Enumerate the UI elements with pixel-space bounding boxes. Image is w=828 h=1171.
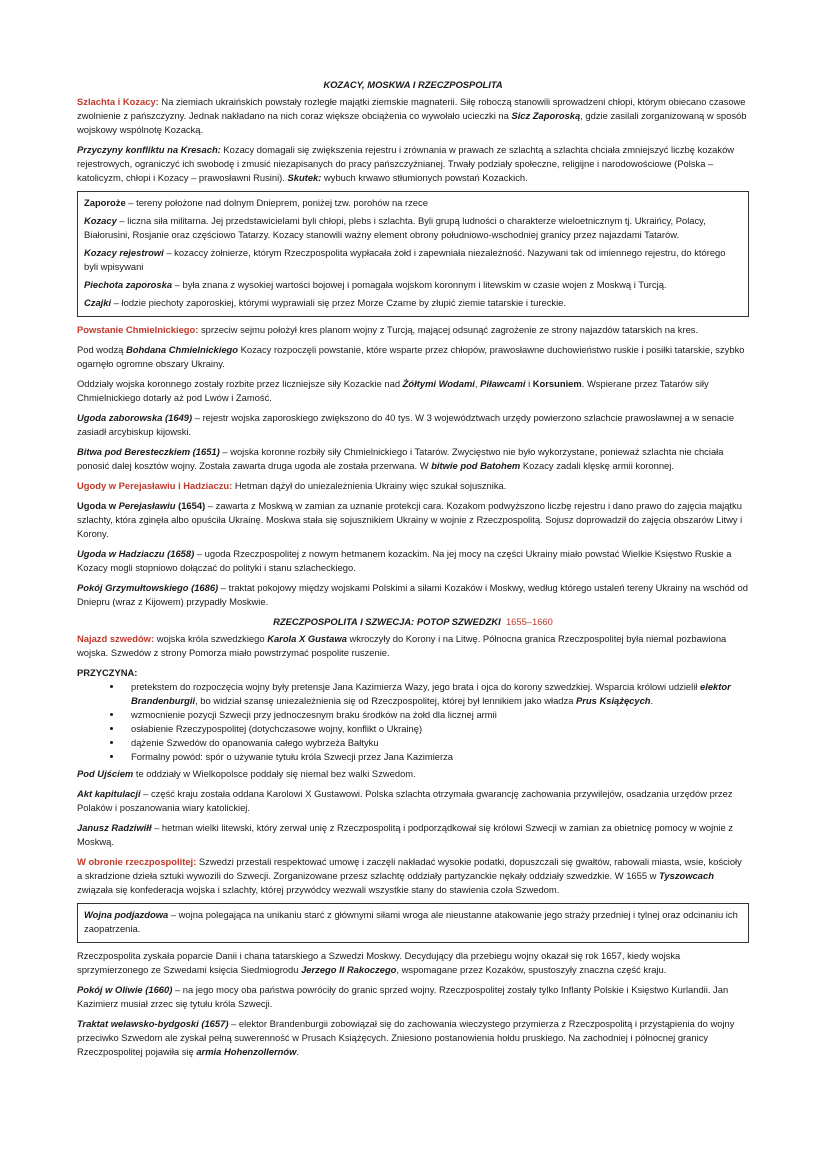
emphasis: Jerzego II Rakoczego	[301, 964, 397, 975]
text: wybuch krwawo stłumionych powstań Kozackich.	[321, 172, 528, 183]
definition-text: – była znana z wysokiej wartości bojowej i pomagała wojskom koronnym i litewskim w czasie wojen z Moskwą i Turcją.	[172, 279, 667, 290]
text: związała się konfederacja wojska i szlachty, której przywódcy wezwali wszystkie stany do stawienia czoła Szwedom.	[77, 884, 560, 895]
section-heading: Najazd szwedów:	[77, 633, 155, 644]
emphasis: Ugoda zaborowska (1649)	[77, 412, 193, 423]
emphasis: Pokój Grzymułtowskiego (1686)	[77, 582, 219, 593]
text: wojska króla szwedzkiego	[154, 633, 268, 644]
paragraph-ugody	[77, 479, 749, 493]
text: – traktat pokojowy między wojskami Polskimi a siłami Kozaków i Moskwy, według którego ustaleń tereny Ukrainy na wschód od Dniepru (wraz z Kijowem) przypadły Moskwie.	[77, 582, 748, 607]
text: pretekstem do rozpoczęcia wojny były pretensje Jana Kazimierza Wazy, jego brata i ojca do korony szwedzkiej. Wsparcia królowi udzielił	[131, 681, 700, 692]
definition-term: Piechota zaporoska	[84, 279, 173, 290]
text: – na jego mocy oba państwa powróciły do granic sprzed wojny. Rzeczpospolitej zostały tylko Inflanty Polskie i Księstwo Kurlandii. Jan Kazimierz musiał zrzec się tytułu króla Szwecji.	[77, 984, 729, 1009]
paragraph-perejaslaw	[77, 499, 749, 541]
definition-term: Kozacy	[84, 215, 117, 226]
emphasis: Pokój w Oliwie (1660)	[77, 984, 173, 995]
paragraph-beresteczko	[77, 445, 749, 473]
paragraph-welawsko-bydgoski	[77, 1017, 749, 1059]
definition-box-wojna-podjazdowa	[77, 903, 749, 943]
definition-term: Wojna podjazdowa	[84, 909, 169, 920]
emphasis: Traktat welawsko-bydgoski (1657)	[77, 1018, 229, 1029]
section-heading: Szlachta i Kozacy:	[77, 96, 159, 107]
paragraph-najazd	[77, 632, 749, 660]
emphasis: Janusz Radziwiłł	[77, 822, 152, 833]
definition-item	[84, 196, 740, 210]
paragraph-radziwill	[77, 821, 749, 849]
text: .	[650, 695, 654, 706]
list-item	[123, 680, 749, 708]
text: Szwedzi przestali respektować umowę i zaczęli nakładać wysokie podatki, dopuszczali się gwałtów, rabowali miasta, wsie, kościoły a skradzione dzieła sztuki wywozili do Szwecji. Zorganizowane przesz szlachtę oddziały partyzanckie nękały oddziały szwedzkie. W 1655 w	[77, 856, 742, 881]
paragraph-powstanie	[77, 323, 749, 337]
text: – rejestr wojska zaporoskiego zwiększono do 40 tys. W 3 województwach urzędy powierzono szlachcie prawosławnej a w senacie zasiadł arcybiskup kijowski.	[77, 412, 735, 437]
text: – hetman wielki litewski, który zerwał unię z Rzeczpospolitą i podporządkował się królowi Szwecji w zamian za obietnicę pomocy w wojnie z Moskwą.	[77, 822, 733, 847]
text: te oddziały w Wielkopolsce poddały się niemal bez walki Szwedom.	[133, 768, 416, 779]
emphasis: Ugoda w	[77, 500, 119, 511]
text: – elektor Brandenburgii zobowiązał się do zachowania wieczystego przymierza z Rzeczpospolitą i przystąpienia do wojny przeciwko Szwedom ale zyskał pełną suwerenność w Prusach Książęcych. Zniesiono postanowienia hołdu pruskiego. Na zachodniej i północnej granicy Rzeczpospolitej pojawiła się	[77, 1018, 735, 1057]
text: i	[525, 378, 533, 389]
list-item: • Formalny powód: spór o używanie tytułu króla Szwecji przez Jana Kazimierza	[123, 750, 749, 764]
paragraph-chmielnicki	[77, 343, 749, 371]
text: Kozacy domagali się zwiększenia rejestru i zrównania w prawach ze szlachtą a szlachta chciała zmniejszyć liczbę kozaków rejestrowych, ograniczyć ich swobodę i zmusić niezapisanych do pracy pańszczyźnianej. Trwały podziały społeczne, religijne i narodowościowe (Polska – katolicyzm, chłopi i Kozacy – prawosławni Rusini).	[77, 144, 735, 183]
emphasis: armia Hohenzollernów	[196, 1046, 297, 1057]
emphasis: Żółtymi Wodami	[402, 378, 475, 389]
text: .	[296, 1046, 299, 1057]
emphasis: Skutek:	[287, 172, 322, 183]
list-item: • osłabienie Rzeczypospolitej (dotychczasowe wojny, konflikt o Ukrainę)	[123, 722, 749, 736]
emphasis: Akt kapitulacji	[77, 788, 141, 799]
paragraph-ujscie	[77, 767, 749, 781]
emphasis: elektor Brandenburgii	[131, 681, 731, 706]
definitions-box	[77, 191, 749, 317]
text: , bo widział szansę uniezależnienia się od Rzeczpospolitej, której był lennikiem jako władza	[195, 695, 577, 706]
emphasis: bitwie pod Batohem	[431, 460, 521, 471]
definition-text: – tereny położone nad dolnym Dnieprem, poniżej tzw. porohów na rzece	[125, 197, 428, 208]
text: , gdzie zasilali zorganizowaną w sposób wojskowy wspólnotę Kozacką.	[77, 110, 747, 135]
definition-text: – kozaccy żołnierze, którym Rzeczpospolita wypłacała żołd i zapewniała niezależność. Nazywani tak od imiennego rejestru, do którego byli wpisywani	[84, 247, 726, 272]
text: Kozacy zadali klęskę armii koronnej.	[520, 460, 674, 471]
section-heading: W obronie rzeczpospolitej:	[77, 856, 197, 867]
document-title: KOZACY, MOSKWA I RZECZPOSPOLITA	[323, 79, 503, 90]
definition-text: – liczna siła militarna. Jej przedstawicielami byli chłopi, plebs i szlachta. Byli grupą ludności o charakterze wieloetnicznym tj. Ukraińcy, Polacy, Białorusini, Rosjanie oraz częściowo Tatarzy. Kozacy stanowili ważny element obrony południowo-wschodniej granicy przez najazdami Tatarów.	[84, 215, 706, 240]
emphasis: Perejasławiu	[118, 500, 176, 511]
definition-text: – łodzie piechoty zaporoskiej, którymi wyprawiali się przez Morze Czarne by złupić ziemie tatarskie i tureckie.	[111, 297, 566, 308]
paragraph-ugoda-zaborowska	[77, 411, 749, 439]
emphasis: Bitwa pod Beresteczkiem (1651)	[77, 446, 220, 457]
text: – ugoda Rzeczpospolitej z nowym hetmanem kozackim. Na jej mocy na części Ukrainy miało powstać Wielkie Księstwo Ruskie a Kozacy mogli stopniowo dołączać do polityki i stanu szlacheckiego.	[77, 548, 732, 573]
subheading: Przyczyny konfliktu na Kresach:	[77, 144, 221, 155]
paragraph-hadziacz	[77, 547, 749, 575]
text: – część kraju została oddana Karolowi X Gustawowi. Polska szlachta otrzymała gwarancję zachowania przywilejów, osadzania urzędów przez Polaków i poszanowania wiary katolickiej.	[77, 788, 733, 813]
section-heading: Ugody w Perejasławiu i Hadziaczu:	[77, 480, 233, 491]
emphasis: Karola X Gustawa	[267, 633, 347, 644]
text: sprzeciw sejmu położył kres planom wojny z Turcją, mającej odsunąć zagrożenie ze strony najazdów tatarskich na kres.	[198, 324, 699, 335]
section-title-potop	[77, 615, 749, 629]
paragraph-w-obronie	[77, 855, 749, 897]
text: – wojska koronne rozbiły siły Chmielnickiego i Tatarów. Zwycięstwo nie było wykorzystane, ponieważ szlachta nie chciała ponosić dalej kosztów wojny. Została zawarta druga ugoda ale została przerwana. W	[77, 446, 724, 471]
section-title-text: RZECZPOSPOLITA I SZWECJA: POTOP SZWEDZKI	[273, 616, 501, 627]
paragraph-akt-kapitulacji	[77, 787, 749, 815]
list-item: • dążenie Szwedów do opanowania całego wybrzeża Bałtyku	[123, 736, 749, 750]
text: Pod wodzą	[77, 344, 126, 355]
definition-term: Czajki	[84, 297, 112, 308]
emphasis: Pod Ujściem	[77, 768, 134, 779]
text: ,	[474, 378, 481, 389]
text: – zawarta z Moskwą w zamian za uznanie protekcji cara. Kozakom podwyższono liczbę rejestru i dano prawo do zajęcia majątku szlachty, która zginęła albo opuściła Ukrainę. Moskwa stała się sojusznikiem Ukrainy w wojnie z Rzeczpospolitą. Sojusz doprowadził do zajęcia obszarów Litwy i Korony.	[77, 500, 743, 539]
definition-item	[84, 908, 740, 936]
emphasis: Bohdana Chmielnickiego	[126, 344, 238, 355]
definition-item	[84, 246, 740, 274]
text: Na ziemiach ukraińskich powstały rozległe majątki ziemskie magnaterii. Siłę roboczą stanowili sprowadzeni chłopi, którym obiecano czasowe zwolnienie z pańszczyzny. Jednak nakładano na nich coraz większe obciążenia co wywołało ucieczki na	[77, 96, 746, 121]
paragraph-bitwy	[77, 377, 749, 405]
list-item: • wzmocnienie pozycji Szwecji przy jednoczesnym braku środków na żołd dla licznej armii	[123, 708, 749, 722]
paragraph-poparcie	[77, 949, 749, 977]
text: , wspomagane przez Kozaków, spustoszyły znaczna część kraju.	[396, 964, 667, 975]
paragraph-szlachta-kozacy	[77, 95, 749, 137]
definition-text: – wojna polegająca na unikaniu starć z głównymi siłami wroga ale nieustanne atakowanie jego straży przedniej i tylnej oraz odcinaniu ich zaopatrzenia.	[84, 909, 738, 934]
definition-term: Kozacy rejestrowi	[84, 247, 164, 258]
definition-item	[84, 278, 740, 292]
emphasis: Sicz Zaporoską	[511, 110, 581, 121]
paragraph-oliwa	[77, 983, 749, 1011]
paragraph-przyczyny-konfliktu	[77, 143, 749, 185]
emphasis: (1654)	[175, 500, 206, 511]
emphasis: Korsuniem	[532, 378, 582, 389]
document-page	[77, 78, 749, 1065]
text: Rzeczpospolita zyskała poparcie Danii i chana tatarskiego a Szwedzi Moskwy. Decydujący dla przebiegu wojny okazał się rok 1657, kiedy wojska sprzymierzonego ze Szwedami księcia Siedmiogrodu	[77, 950, 681, 975]
text: Kozacy rozpoczęli powstanie, które wsparte przez chłopów, prawosławne duchowieństwo ruskie i posiłki tatarskie, szybko ogarnęło ogromne obszary Ukrainy.	[77, 344, 745, 369]
section-title-years: 1655–1660	[505, 616, 553, 627]
definition-item	[84, 214, 740, 242]
emphasis: Ugoda w Hadziaczu (1658)	[77, 548, 195, 559]
definition-item	[84, 296, 740, 310]
text: . Wspierane przez Tatarów siły Chmielnickiego dotarły aż pod Lwów i Zamość.	[77, 378, 709, 403]
przyczyna-heading: PRZYCZYNA:	[77, 667, 138, 678]
przyczyna-list	[77, 680, 749, 764]
emphasis: Tyszowcach	[659, 870, 714, 881]
text: Oddziały wojska koronnego zostały rozbite przez liczniejsze siły Kozackie nad	[77, 378, 403, 389]
text: wkroczyły do Korony i na Litwę. Północna granica Rzeczpospolitej była niemal pozbawiona wojska. Szwedów z strony Pomorza miało powstrzymać pospolite ruszenie.	[77, 633, 727, 658]
paragraph-grzymultowski	[77, 581, 749, 609]
section-heading: Powstanie Chmielnickiego:	[77, 324, 199, 335]
text: Hetman dążył do uniezależnienia Ukrainy więc szukał sojusznika.	[232, 480, 507, 491]
definition-term: Zaporoże	[84, 197, 126, 208]
emphasis: Prus Książęcych	[576, 695, 651, 706]
emphasis: Piławcami	[480, 378, 526, 389]
